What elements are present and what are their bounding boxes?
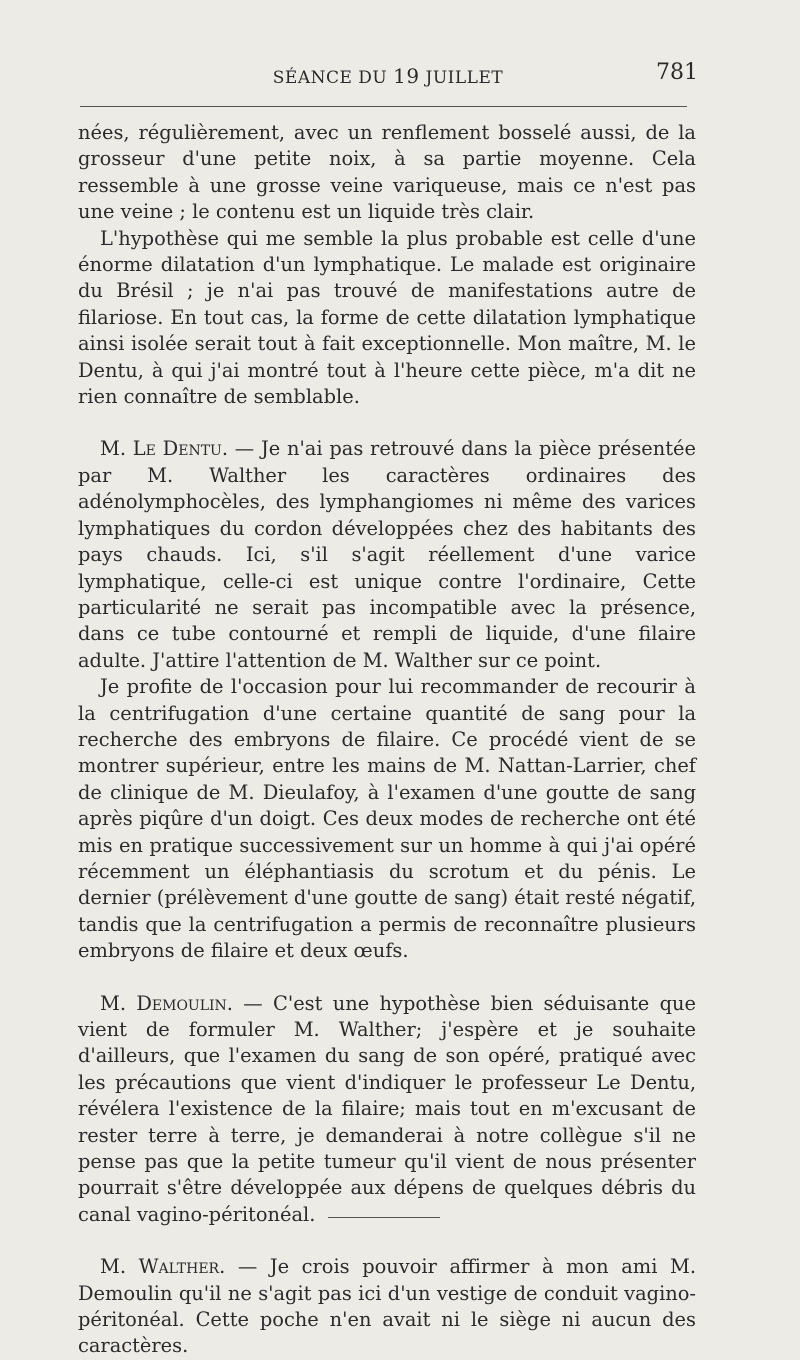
page-body: [78, 120, 696, 1360]
paragraph-2: [78, 226, 696, 411]
paragraph-text: nées, régulièrement, avec un renflement bosselé aussi, de la grosseur d'une petite noix, à sa partie moyenne. Cela ressemble à une grosse veine variqueuse, mais ce n'est pas une veine ; le contenu est un liquide très clair.: [78, 121, 696, 224]
header-title-suffix: JUILLET: [425, 68, 504, 88]
paragraph-text: L'hypothèse qui me semble la plus probable est celle d'une énorme dilatation d'un lymphatique. Le malade est originaire du Brésil ; je n'ai pas trouvé de manifestations autre de filariose. En tout cas, la forme de cette dilatation lymphatique ainsi isolée serait tout à fait exceptionnelle. Mon maître, M. le Dentu, à qui j'ai montré tout à l'heure cette pièce, m'a dit ne rien connaître de semblable.: [78, 226, 696, 409]
end-rule: [328, 1217, 440, 1218]
paragraph-4: [78, 674, 696, 964]
paragraph-text: — Je crois pouvoir affirmer à mon ami M. Demoulin qu'il ne s'agit pas ici d'un vestige de conduit vagino-péritonéal. Cette poche n'en avait ni le siège ni aucun des caractères.: [78, 1255, 696, 1358]
paragraph-6: [78, 1254, 696, 1360]
header-title-number: 19: [393, 64, 420, 88]
page-number: 781: [656, 60, 698, 85]
paragraph-text: Je profite de l'occasion pour lui recommander de recourir à la centrifugation d'une certaine quantité de sang pour la recherche des embryons de filaire. Ce procédé vient de se montrer supérieur, entre les mains de M. Nattan-Larrier, chef de clinique de M. Dieulafoy, à l'examen d'une goutte de sang après piqûre d'un doigt. Ces deux modes de recherche ont été mis en pratique successivement sur un homme à qui j'ai opéré récemment un éléphantiasis du scrotum et du pénis. Le dernier (prélèvement d'une goutte de sang) était resté négatif, tandis que la centrifugation a permis de reconnaître plusieurs embryons de filaire et deux œufs.: [78, 675, 696, 963]
paragraph-text: — C'est une hypothèse bien séduisante que vient de formuler M. Walther; j'espère et je souhaite d'ailleurs, que l'examen du sang de son opéré, pratiqué avec les précautions que vient d'indiquer le professeur Le Dentu, révélera l'existence de la filaire; mais tout en m'excusant de rester terre à terre, je demanderai à notre collègue s'il ne pense pas que la petite tumeur qu'il vient de nous présenter pourrait s'être développée aux dépens de quelques débris du canal vagino-péritonéal.: [78, 991, 696, 1226]
speaker-name: M. Le Dentu.: [100, 437, 228, 461]
header-rule: [80, 106, 687, 107]
paragraph-5: [78, 991, 696, 1229]
speaker-name: M. Demoulin.: [100, 991, 233, 1015]
paragraph-1: [78, 120, 696, 226]
speaker-name: M. Walther.: [100, 1255, 226, 1279]
paragraph-text: — Je n'ai pas retrouvé dans la pièce présentée par M. Walther les caractères ordinaires des adénolymphocèles, des lymphangiomes ni même des varices lymphatiques du cordon développées chez des habitants des pays chauds. Ici, s'il s'agit réellement d'une varice lymphatique, celle-ci est unique contre l'ordinaire, Cette particularité ne serait pas incompatible avec la présence, dans ce tube contourné et rempli de liquide, d'une filaire adulte. J'attire l'attention de M. Walther sur ce point.: [78, 437, 696, 672]
running-header: [78, 60, 698, 94]
header-title-prefix: SÉANCE DU: [272, 68, 388, 88]
header-title: [78, 64, 698, 88]
paragraph-3: [78, 436, 696, 674]
